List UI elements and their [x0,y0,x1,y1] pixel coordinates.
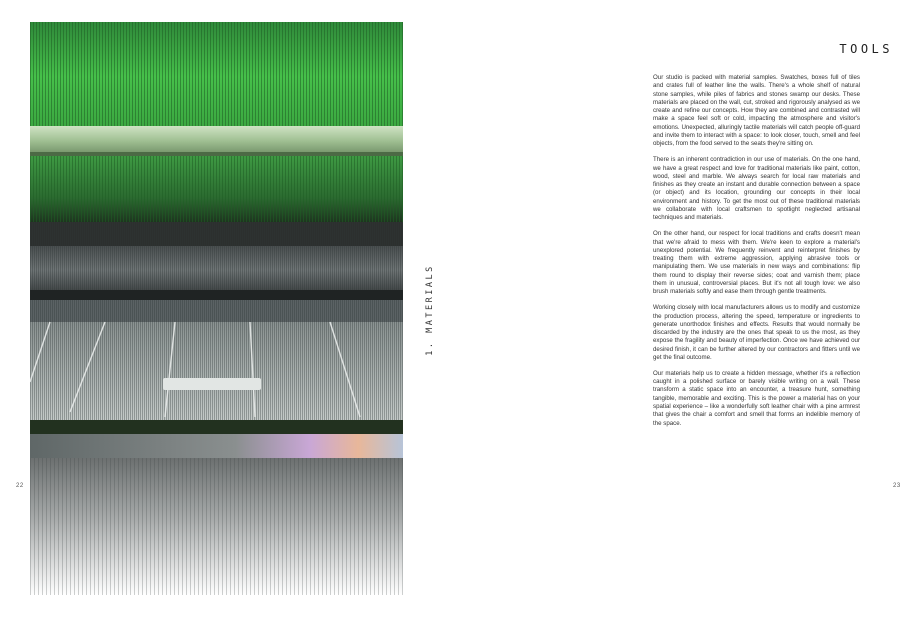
body-text [653,74,860,436]
paragraph: On the other hand, our respect for local traditions and crafts doesn't mean that we're afraid to mess with them. We're keen to explore a material's unexplored potential. We frequently reinvent and reinterpret finishes by treating them with extreme aggression, applying abrasive tools or manipulating them. We use materials in new ways and combinations: flip them round to display their reverse sides; coat and varnish them; place them in unusual, controversial places. But it's not all tough love: we also brush materials softly and ease them through gentle treatments. [653,230,860,296]
loom-photo [30,22,403,595]
left-page [0,0,457,617]
paragraph: There is an inherent contradiction in our use of materials. On the one hand, we have a great respect and love for traditional materials like paint, cotton, wood, steel and marble. We always search for local raw materials and finishes as they create an instant and durable connection between a space (or object) and its location, grounding our concepts in their local environment and history. To get the most out of these traditional materials we collaborate with local craftsmen to spotlight neglected artisanal techniques and materials. [653,156,860,222]
paragraph: Working closely with local manufacturers allows us to modify and customize the production process, altering the speed, temperature or ingredients to generate unorthodox finishes and effects. Results that would normally be discarded by the industry are the ones that speak to us the most, as they expose the fragility and beauty of imperfection. Once we have achieved our desired finish, it can be further altered by our contractors and fitters until we get the final outcome. [653,304,860,361]
chapter-label: 1. MATERIALS [425,264,435,356]
loom-photo-image [30,22,403,595]
paragraph: Our studio is packed with material samples. Swatches, boxes full of tiles and crates full of leather line the walls. There's a whole shelf of natural stone samples, while piles of fabrics and stones swamp our desks. These materials are placed on the wall, cut, stroked and rigorously analysed as we create and refine our concepts. How they are combined and contrasted will make a space feel soft or cold, impacting the atmosphere and visitor's emotions. Unexpected, alluringly tactile materials will catch people off-guard and invite them to interact with a space: to look closer, touch, smell and feel objects, from the food served to the seats they're sitting on. [653,74,860,148]
page-number-right: 23 [893,483,901,489]
section-title: TOOLS [839,42,893,56]
paragraph: Our materials help us to create a hidden message, whether it's a reflection caught in a polished surface or barely visible writing on a wall. These transform a static space into an encounter, a treasure hunt, something tangible, memorable and exciting. This is the power a material has on your spatial experience – like a wonderfully soft leather chair with a pine armrest that gives the chair a comfort and smell that forms an indelible memory of the space. [653,369,860,427]
right-page [457,0,915,617]
page-number-left: 22 [16,483,24,489]
